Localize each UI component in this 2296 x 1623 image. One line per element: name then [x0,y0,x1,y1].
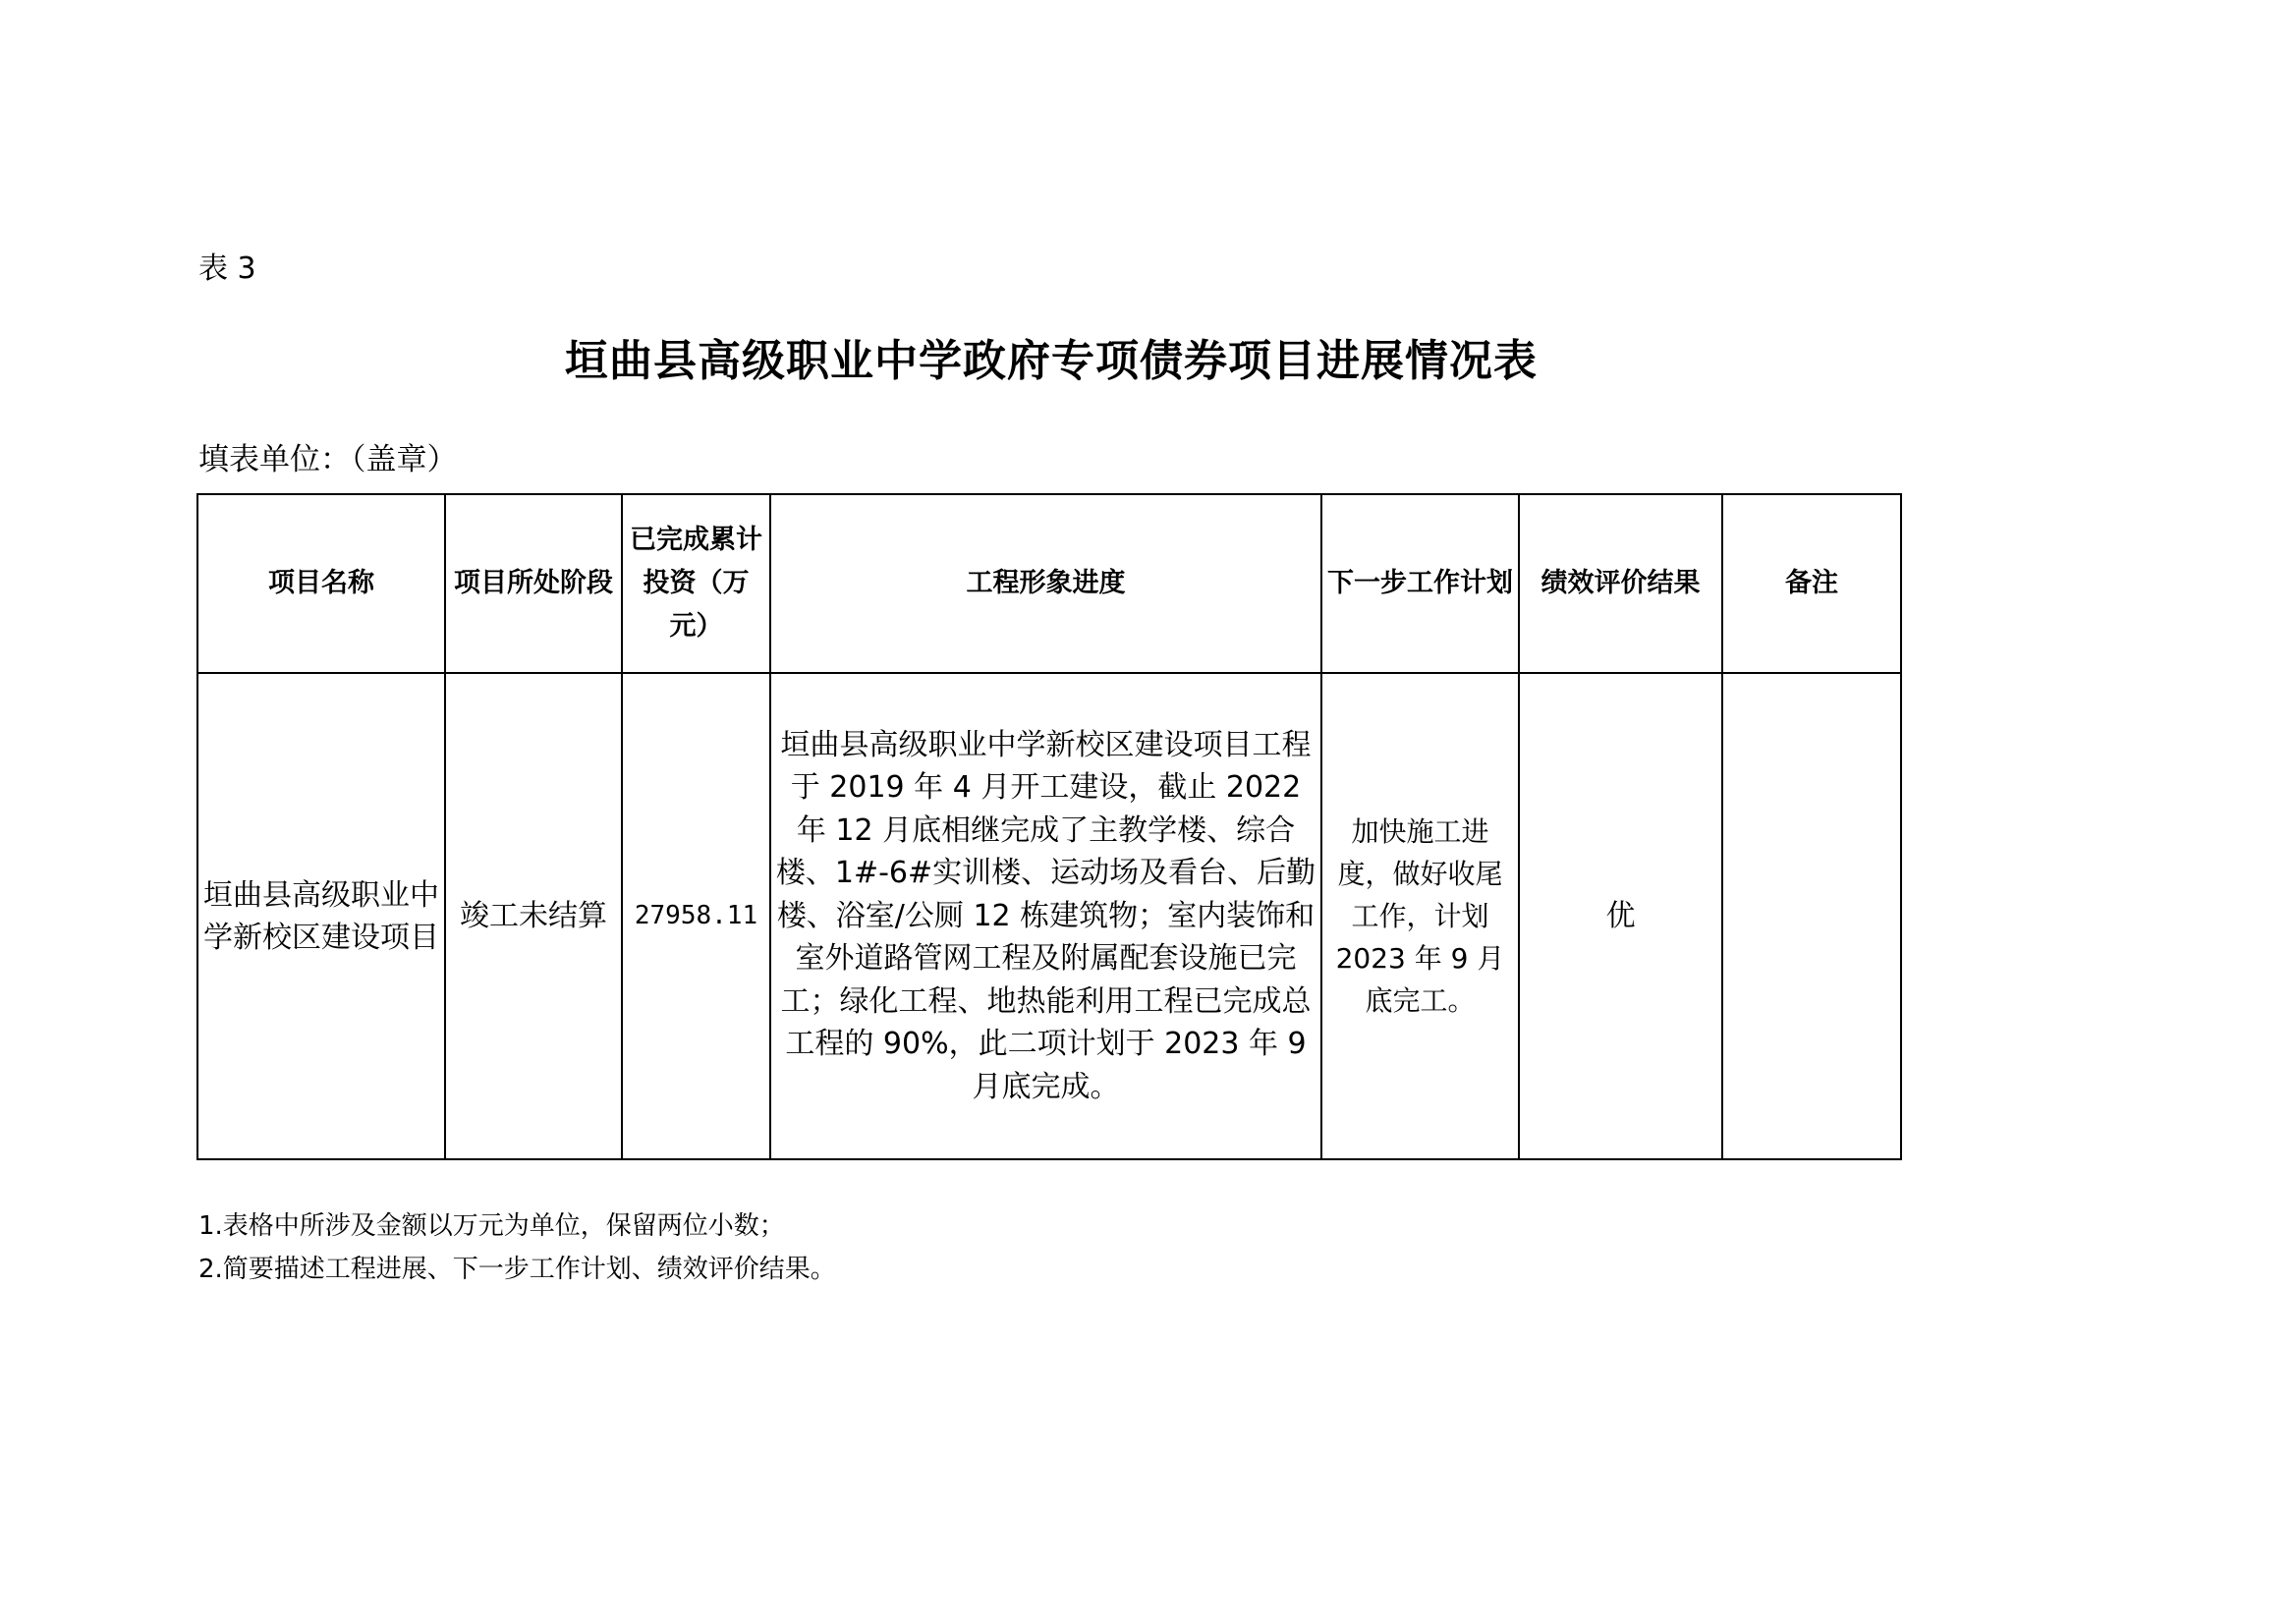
cell-next-plan: 加快施工进度，做好收尾工作，计划 2023 年 9 月底完工。 [1321,673,1519,1159]
cell-evaluation-result: 优 [1519,673,1722,1159]
cell-cumulative-investment: 27958.11 [622,673,770,1159]
header-project-name: 项目名称 [197,494,445,673]
header-construction-progress: 工程形象进度 [770,494,1321,673]
cell-project-stage: 竣工未结算 [445,673,622,1159]
document-title: 垣曲县高级职业中学政府专项债券项目进展情况表 [565,336,1538,386]
table-notes [198,1204,836,1291]
header-remarks: 备注 [1722,494,1901,673]
header-cumulative-investment: 已完成累计投资（万元） [622,494,770,673]
project-progress-table [196,493,1902,1160]
table-header-row [197,494,1901,673]
table-number-label: 表 3 [198,252,256,286]
cell-construction-progress: 垣曲县高级职业中学新校区建设项目工程于 2019 年 4 月开工建设，截止 2022 年 12 月底相继完成了主教学楼、综合楼、1#-6#实训楼、运动场及看台、后勤楼、浴室/公厕 12 栋建筑物；室内装饰和室外道路管网工程及附属配套设施已完工；绿化工程、地热能利用工程已完成总工程的 90%，此二项计划于 2023 年 9 月底完成。 [770,673,1321,1159]
note-line: 2.简要描述工程进展、下一步工作计划、绩效评价结果。 [198,1255,836,1284]
note-line: 1.表格中所涉及金额以万元为单位，保留两位小数； [198,1211,785,1241]
header-project-stage: 项目所处阶段 [445,494,622,673]
header-next-plan: 下一步工作计划 [1321,494,1519,673]
fill-unit-label: 填表单位：（盖章） [198,442,458,477]
header-evaluation-result: 绩效评价结果 [1519,494,1722,673]
cell-project-name: 垣曲县高级职业中学新校区建设项目 [197,673,445,1159]
table-row [197,673,1901,1159]
cell-remarks [1722,673,1901,1159]
